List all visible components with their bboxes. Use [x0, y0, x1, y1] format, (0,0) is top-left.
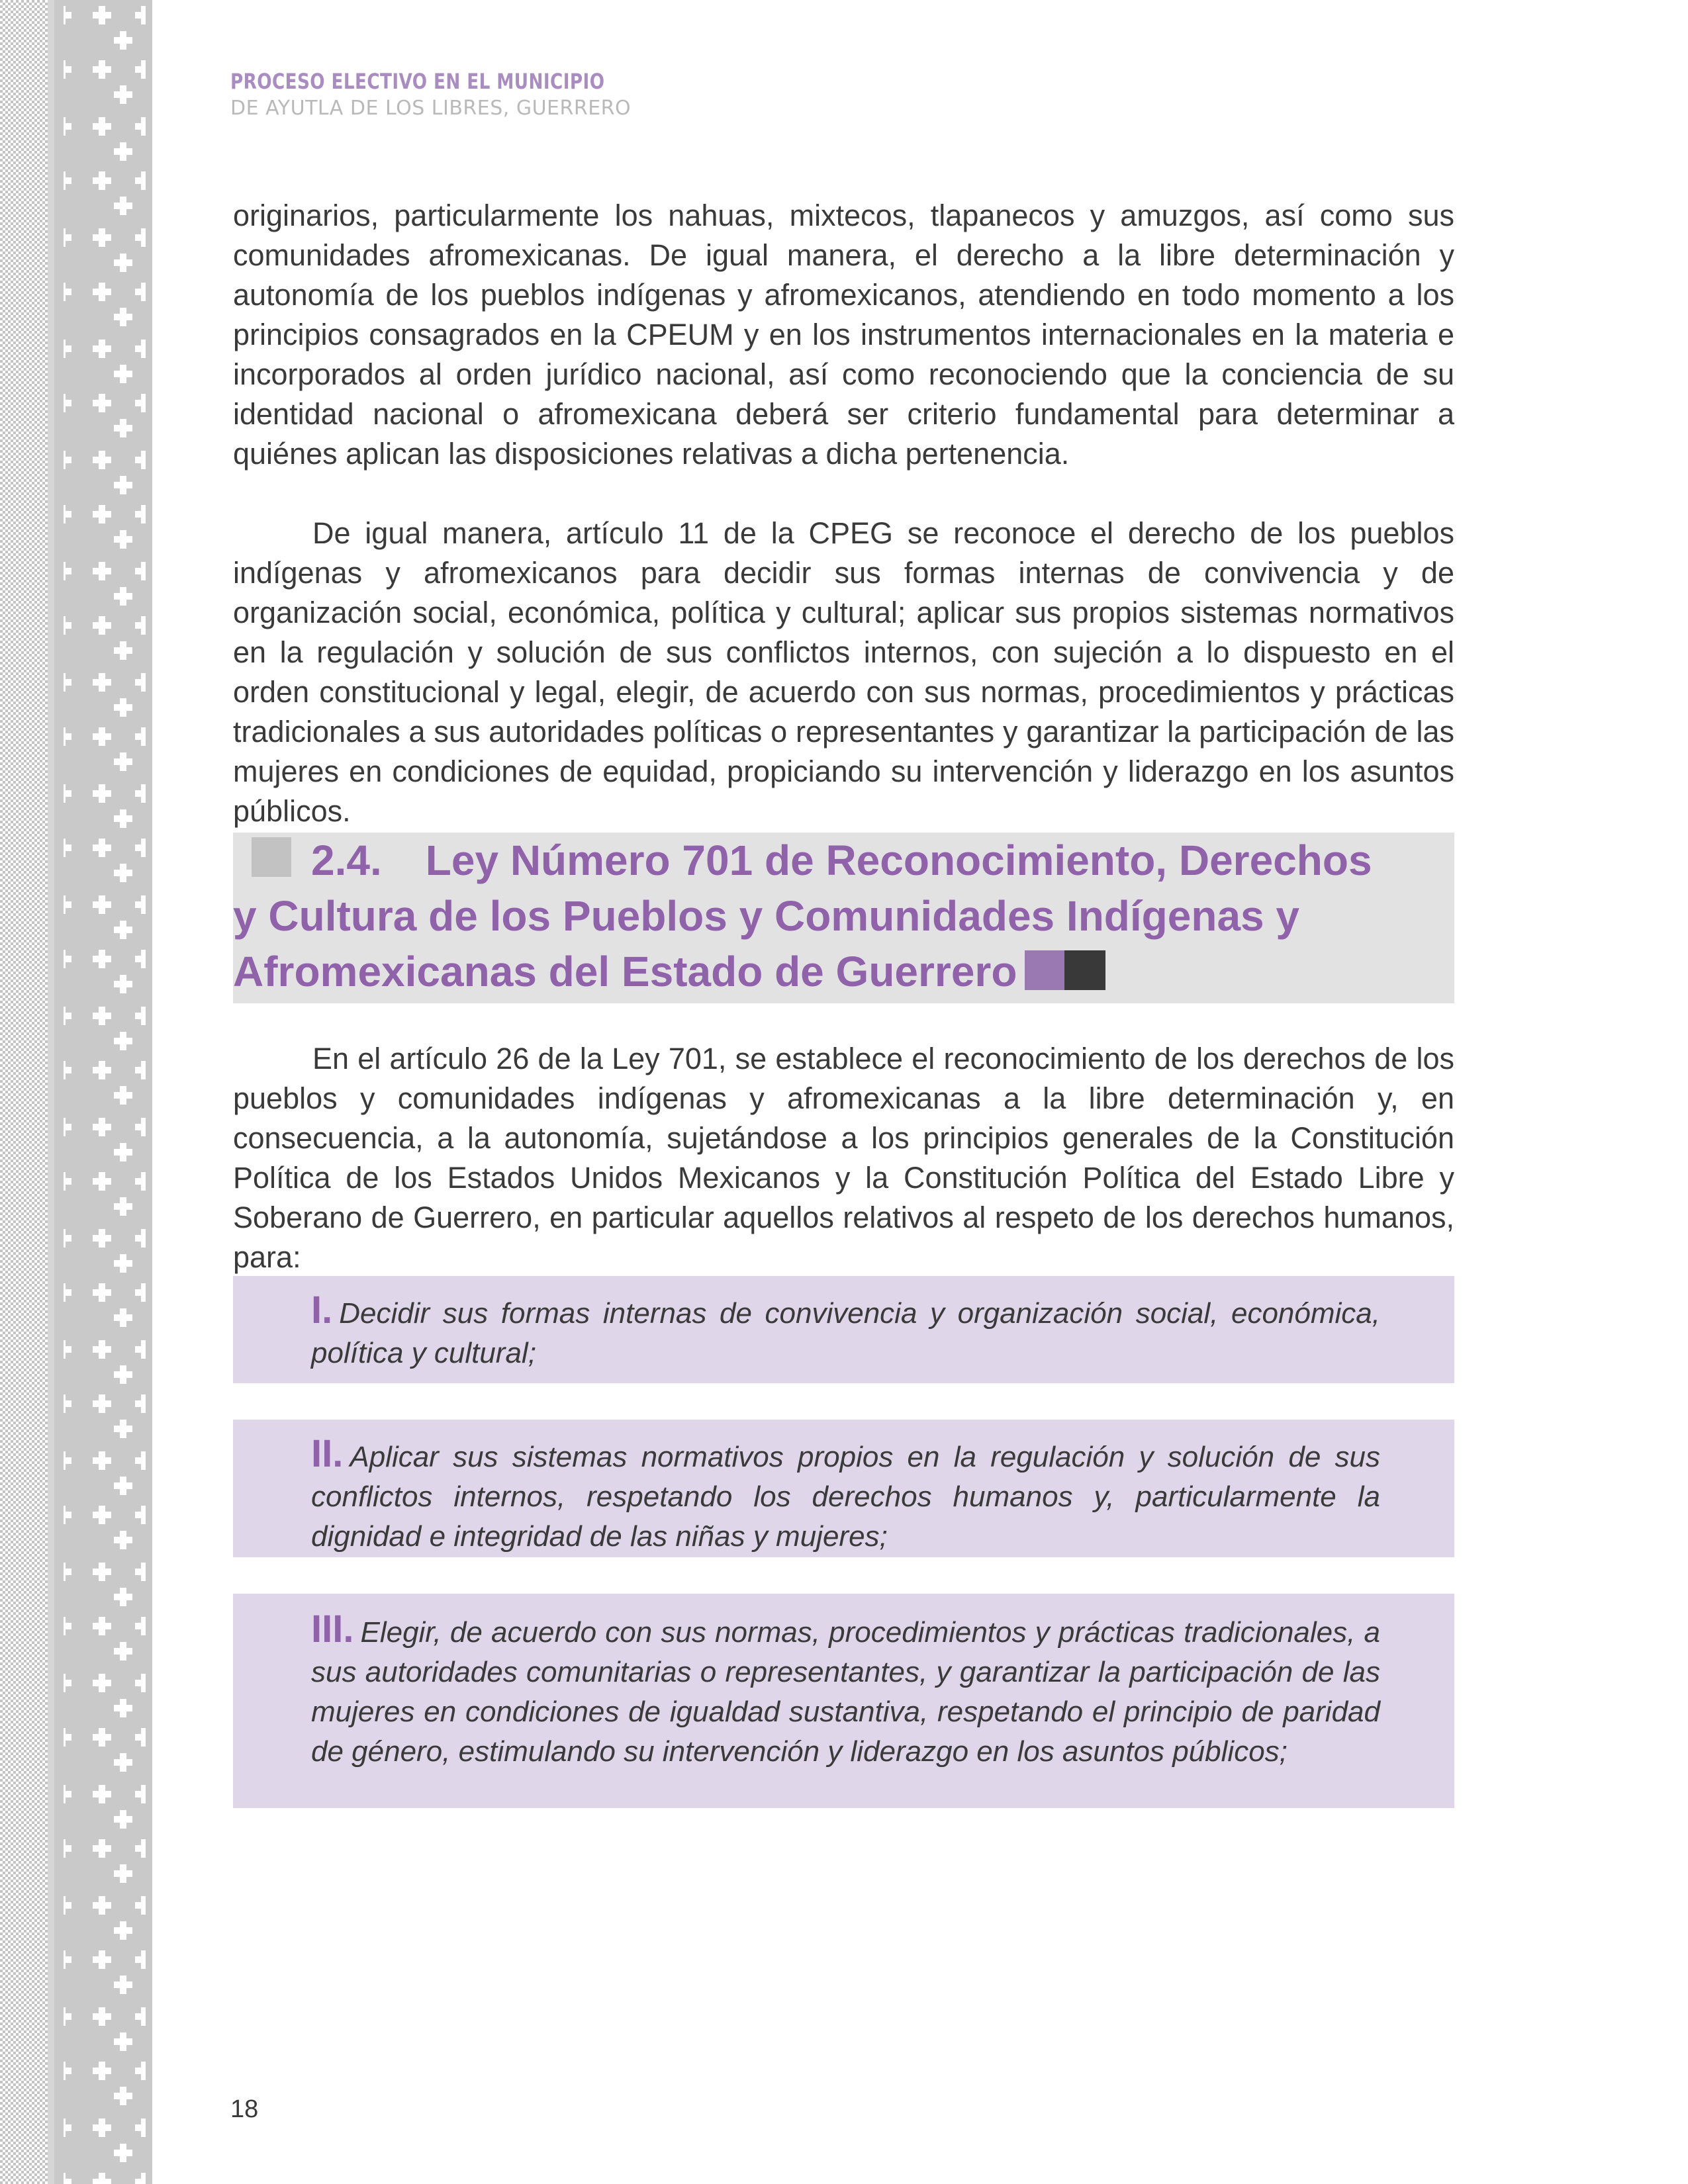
list-numeral: II.: [311, 1432, 344, 1475]
page-number: 18: [230, 2095, 259, 2123]
list-item-text: Decidir sus formas internas de convivencia y organización social, económica, política y cultural;: [311, 1297, 1380, 1369]
list-item-text: Aplicar sus sistemas normativos propios en la regulación y solución de sus conflictos internos, respetando los derechos humanos y, particularmente la dignidad e integridad de las niñas y mujeres;: [311, 1441, 1380, 1553]
body-paragraph-cpeg: De igual manera, artículo 11 de la CPEG se reconoce el derecho de los pueblos indígenas y afromexicanos para decidir sus formas internas de convivencia y de organización social, económica, política y cultural; aplicar sus propios sistemas normativos en la regulación y solución de sus conflictos internos, con sujeción a lo dispuesto en el orden constitucional y legal, elegir, de acuerdo con sus normas, procedimientos y prácticas tradicionales a sus autoridades políticas o representantes y garantizar la participación de las mujeres en condiciones de equidad, propiciando su intervención y liderazgo en los asuntos públicos.: [233, 516, 1454, 828]
header-subtitle: DE AYUTLA DE LOS LIBRES, GUERRERO: [230, 97, 632, 120]
running-header: [230, 69, 687, 120]
section-title-line3: Afromexicanas del Estado de Guerrero: [233, 948, 1017, 995]
heading-dark-square-decoration: [1064, 950, 1105, 990]
list-numeral: III.: [311, 1608, 354, 1651]
body-paragraph-ley-701: En el artículo 26 de la Ley 701, se establece el reconocimiento de los derechos de los pueblos y comunidades indígenas y afromexicanas a la libre determinación y, en consecuencia, a la autonomía, sujetándose a los principios generales de la Constitución Política de los Estados Unidos Mexicanos y la Constitución Política del Estado Libre y Soberano de Guerrero, en particular aquellos relativos al respeto de los derechos humanos, para:: [233, 1042, 1454, 1274]
list-item: [233, 1594, 1454, 1808]
body-paragraph-continuation: originarios, particularmente los nahuas, mixtecos, tlapanecos y amuzgos, así como sus comunidades afromexicanas. De igual manera, el derecho a la libre determinación y autonomía de los pueblos indígenas y afromexicanos, atendiendo en todo momento a los principios consagrados en la CPEUM y en los instrumentos internacionales en la materia e incorporados al orden jurídico nacional, así como reconociendo que la conciencia de su identidad nacional o afromexicana deberá ser criterio fundamental para determinar a quiénes aplican las disposiciones relativas a dicha pertenencia.: [233, 199, 1454, 471]
section-number: 2.4.: [311, 837, 382, 884]
list-numeral: I.: [311, 1289, 333, 1332]
list-item: [233, 1420, 1454, 1557]
header-title: PROCESO ELECTIVO EN EL MUNICIPIO: [230, 69, 605, 94]
heading-purple-square-decoration: [1025, 950, 1064, 990]
list-item-text: Elegir, de acuerdo con sus normas, procedimientos y prácticas tradicionales, a sus autoridades comunitarias o representantes, y garantizar la participación de las mujeres en condiciones de igualdad sustantiva, respetando el principio de paridad de género, estimulando su intervención y liderazgo en los asuntos públicos;: [311, 1616, 1380, 1768]
section-title-line1: Ley Número 701 de Reconocimiento, Derechos: [425, 837, 1372, 884]
section-title-line2: y Cultura de los Pueblos y Comunidades Indígenas y: [233, 892, 1299, 940]
decorative-border-pattern: [0, 0, 152, 2184]
list-item: [233, 1276, 1454, 1383]
section-heading: [233, 833, 1454, 999]
